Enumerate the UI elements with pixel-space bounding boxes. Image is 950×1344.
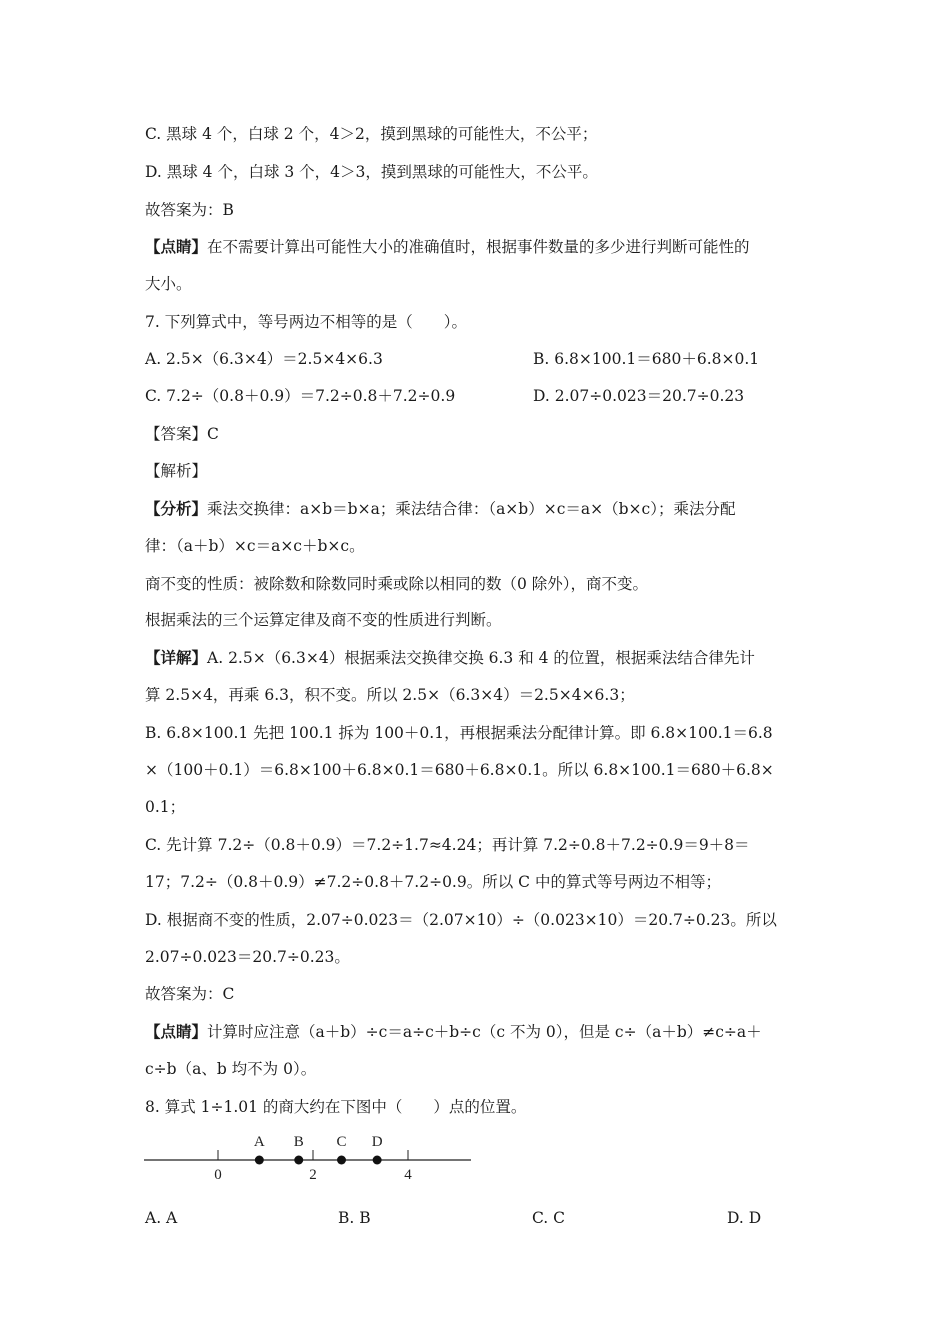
q7-tip-line-2: c÷b（a、b 均不为 0）。 [145,1060,317,1078]
point-label-b: B [293,1134,304,1150]
q7-detail-line-3: B. 6.8×100.1 先把 100.1 拆为 100＋0.1，再根据乘法分配律计算。即 6.8×100.1＝6.8 [145,724,773,742]
q8-option-c: C. C [532,1209,566,1227]
tip-text: 计算时应注意（a＋b）÷c＝a÷c＋b÷c（c 不为 0），但是 c÷（a＋b）≠c÷a＋ [207,1023,762,1041]
q7-analysis-line-2: 律：（a＋b）×c＝a×c＋b×c。 [145,537,365,555]
q6-conclusion: 故答案为：B [145,201,234,219]
q7-detail-line-4: ×（100＋0.1）＝6.8×100＋6.8×0.1＝680＋6.8×0.1。所以 6.8×100.1＝680＋6.8× [145,761,774,779]
q7-stem: 7. 下列算式中，等号两边不相等的是（ ）。 [145,313,467,331]
point-dot-b [294,1156,303,1165]
q7-option-d: D. 2.07÷0.023＝20.7÷0.23 [533,387,745,405]
q8-option-d: D. D [727,1209,762,1227]
point-dot-a [255,1156,264,1165]
q7-option-a: A. 2.5×（6.3×4）＝2.5×4×6.3 [145,350,383,368]
q7-tip-line-1 [145,1020,762,1044]
q7-analysis-line-4: 根据乘法的三个运算定律及商不变的性质进行判断。 [145,611,502,629]
q7-option-b: B. 6.8×100.1＝680＋6.8×0.1 [533,350,760,368]
q7-option-c: C. 7.2÷（0.8＋0.9）＝7.2÷0.8＋7.2÷0.9 [145,387,456,405]
q7-analysis-line-1 [145,497,735,521]
q8-option-b: B. B [338,1209,371,1227]
q8-option-a: A. A [145,1209,178,1227]
point-label-c: C [336,1134,347,1150]
q7-detail-line-6: C. 先计算 7.2÷（0.8＋0.9）＝7.2÷1.7≈4.24；再计算 7.2÷0.8＋7.2÷0.9＝9＋8＝ [145,836,750,854]
detail-tag: 【详解】 [145,648,208,667]
q7-detail-line-1 [145,646,755,670]
q7-detail-line-7: 17；7.2÷（0.8＋0.9）≠7.2÷0.8＋7.2÷0.9。所以 C 中的算式等号两边不相等； [145,873,721,891]
point-dot-d [373,1156,382,1165]
q7-answer: 【答案】C [145,425,219,443]
tip-tag: 【点睛】 [145,1022,208,1041]
tick-label: 2 [309,1167,317,1183]
tick-label: 0 [214,1167,222,1183]
q7-analysis-head: 【解析】 [145,462,208,480]
q6-tip-line-1 [145,235,750,259]
analysis-tag: 【分析】 [145,499,208,518]
point-label-a: A [253,1134,265,1150]
q7-detail-line-5: 0.1； [145,798,186,816]
q8-stem: 8. 算式 1÷1.01 的商大约在下图中（ ）点的位置。 [145,1098,527,1116]
tip-tag: 【点睛】 [145,237,208,256]
detail-text: A. 2.5×（6.3×4）根据乘法交换律交换 6.3 和 4 的位置，根据乘法结合律先计 [207,649,755,667]
q6-option-c: C. 黑球 4 个，白球 2 个，4＞2，摸到黑球的可能性大，不公平； [145,125,598,143]
q7-detail-line-2: 算 2.5×4，再乘 6.3，积不变。所以 2.5×（6.3×4）＝2.5×4×6.3； [145,686,635,704]
q6-option-d: D. 黑球 4 个，白球 3 个，4＞3，摸到黑球的可能性大，不公平。 [145,163,598,181]
q6-tip-line-2: 大小。 [145,275,192,293]
q7-analysis-line-3: 商不变的性质：被除数和除数同时乘或除以相同的数（0 除外），商不变。 [145,575,649,593]
q7-conclusion: 故答案为：C [145,985,235,1003]
q7-detail-line-8: D. 根据商不变的性质，2.07÷0.023＝（2.07×10）÷（0.023×10）＝20.7÷0.23。所以 [145,911,777,929]
point-dot-c [337,1156,346,1165]
analysis-text: 乘法交换律：a×b＝b×a；乘法结合律：（a×b）×c＝a×（b×c）；乘法分配 [207,500,736,518]
tip-text: 在不需要计算出可能性大小的准确值时，根据事件数量的多少进行判断可能性的 [207,238,750,256]
number-line-figure [140,1128,480,1188]
tick-label: 4 [404,1167,412,1183]
point-label-d: D [371,1134,383,1150]
q7-detail-line-9: 2.07÷0.023＝20.7÷0.23。 [145,948,350,966]
